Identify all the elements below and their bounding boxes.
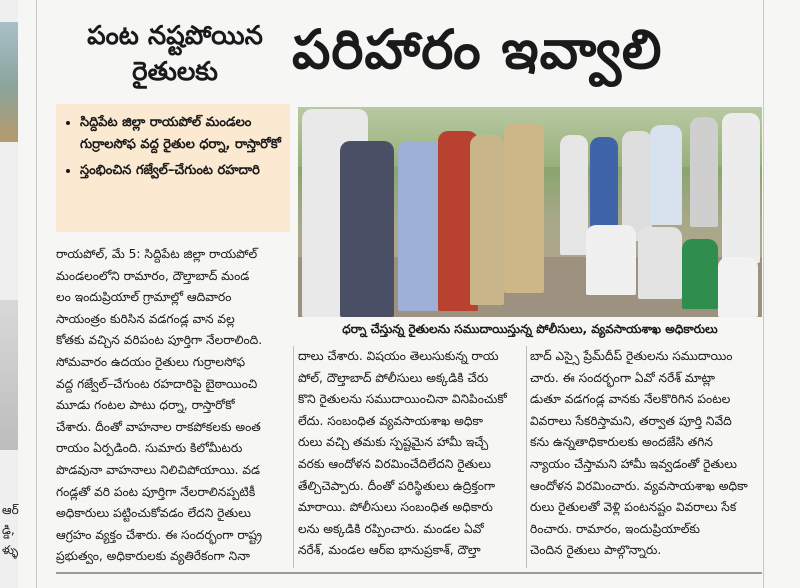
article-column-3 <box>530 346 762 562</box>
body-line: మూడు గంటల పాటు ధర్నా, రాస్తారోకో <box>56 398 235 413</box>
body-line: మండలంలోని రామారం, దౌల్తాబాద్ మండ <box>56 268 250 283</box>
kicker-bullet: • సిద్దిపేట జిల్లా రాయపోల్ మండలం గుర్రాలసోఫ వద్ద రైతుల ధర్నా, రాస్తారోకో <box>80 112 282 156</box>
body-line: గండ్లతో వరి పంట పూర్తిగా నేలరాలినప్పటికీ <box>56 484 256 499</box>
body-line: రులు రైతులతో వెళ్లి పంటనష్టం వివరాలు సేక <box>530 500 737 515</box>
body-line: లం ఇందుప్రియాల్ గ్రామాల్లో ఆదివారం <box>56 290 232 305</box>
body-line: న్యాయం చేస్తామని హామీ ఇవ్వడంతో రైతులు <box>530 456 737 471</box>
photo-person <box>398 141 442 311</box>
adjacent-text-line: డ్డి, <box>2 523 15 537</box>
body-line: చారు. ఈ సందర్భంగా ఏవో నరేశ్ మాట్లా <box>530 370 716 385</box>
headline-small-line2: రైతులకు <box>132 57 218 87</box>
body-line: దాలు చేశారు. విషయం తెలుసుకున్న రాయ <box>298 349 499 363</box>
kicker-bullet: • స్తంభించిన గజ్వేల్–చేగుంట రహదారి <box>80 160 282 182</box>
adjacent-text-line: ఆర్ <box>2 503 19 517</box>
column-separator <box>526 346 527 568</box>
kicker-list <box>64 112 282 182</box>
photo-person <box>638 227 682 299</box>
body-line: వివరాలు సేకరిస్తామని, తర్వాత పూర్తి నివేది <box>530 413 732 428</box>
headline-small-line1: పంట నష్టపోయిన <box>87 21 263 51</box>
article-column-1 <box>56 244 288 568</box>
bottom-rule <box>56 572 762 574</box>
body-line: తేల్చిచెప్పారు. దీంతో పరిస్థితులు ఉద్రిక్తంగా <box>298 478 496 493</box>
photo-caption: ధర్నా చేస్తున్న రైతులను సముదాయిస్తున్న పోలీసులు, వ్యవసాయశాఖ అధికారులు <box>342 322 718 336</box>
photo-person <box>650 125 682 225</box>
body-line: నరేశ్, మండల ఆర్ఐ భానుప్రకాశ్, దౌల్తా <box>298 543 481 558</box>
body-line: లేదు. సంబంధిత వ్యవసాయశాఖ అధికా <box>298 413 483 428</box>
body-line: కను ఉన్నతాధికారులకు అందజేసి తగిన <box>530 435 713 450</box>
body-line: పొడవునా వాహనాలు నిలిచిపోయాయి. వడ <box>56 462 261 477</box>
adjacent-photo <box>0 22 18 142</box>
body-line: రాయపోల్, మే 5: సిద్దిపేట జిల్లా రాయపోల్ <box>56 247 258 261</box>
adjacent-text <box>2 500 19 560</box>
photo-person <box>682 239 718 309</box>
photo-person <box>722 113 760 263</box>
body-line: బాద్ ఎస్సై ప్రేమ్‌దీప్ రైతులను సముదాయిం <box>530 349 733 363</box>
column-separator <box>293 346 294 568</box>
body-line: డుతూ వడగండ్ల వానకు నేలకొరిగిన పంటల <box>530 392 731 407</box>
kicker-box <box>56 104 290 232</box>
article-column-2 <box>298 346 522 562</box>
adjacent-text-line: ళ్ళు <box>2 543 19 557</box>
adjacent-article-strip <box>0 0 18 588</box>
body-line: కోతకు వచ్చిన వరిపంట పూర్తిగా నేలరాలింది. <box>56 333 263 348</box>
photo-person <box>470 135 504 305</box>
body-line: రాయం ఏర్పడింది. సుమారు కిలోమీటరు <box>56 441 243 456</box>
body-line: లను అక్కడికి రప్పించారు. మండల ఏవో <box>298 521 484 536</box>
body-line: రులు వచ్చి తమకు స్పష్టమైన హామీ ఇచ్చే <box>298 435 489 450</box>
photo-person <box>504 123 544 293</box>
column-divider <box>763 0 764 588</box>
photo-person <box>560 135 588 255</box>
news-photo <box>298 107 762 317</box>
body-line: చెందిన రైతులు పాల్గొన్నారు. <box>530 543 662 558</box>
body-line: వరకు ఆందోళన విరమించేదిలేదని రైతులు <box>298 456 491 471</box>
body-line: ప్రభుత్వం, అధికారులకు వ్యతిరేకంగా నినా <box>56 549 250 564</box>
body-line: కొని రైతులను సముదాయించినా వినిపించుకో <box>298 392 507 407</box>
body-line: అధికారులు పట్టించుకోవడం లేదని రైతులు <box>56 506 251 521</box>
body-line: సోమవారం ఉదయం రైతులు గుర్రాలసోఫ <box>56 354 246 369</box>
body-line: ఆందోళన విరమించారు. వ్యవసాయశాఖ అధికా <box>530 478 748 493</box>
headline-main: పరిహారం ఇవ్వాలి <box>292 17 663 81</box>
body-line: మారాయి. పోలీసులు సంబంధిత అధికారు <box>298 500 493 515</box>
column-divider <box>36 0 37 588</box>
body-line: వద్ద గజ్వేల్–చేగుంట రహదారిపై బైఠాయించి <box>56 376 258 391</box>
body-line: పోల్, దౌల్తాబాద్ పోలీసులు అక్కడికి చేరు <box>298 370 489 385</box>
photo-person <box>586 225 636 295</box>
body-line: చేశారు. దీంతో వాహనాల రాకపోకలకు అంత <box>56 419 261 434</box>
body-line: ఆగ్రహం వ్యక్తం చేశారు. ఈ సందర్భంగా రాష్ట్ర <box>56 527 263 542</box>
photo-person <box>718 257 758 317</box>
photo-person <box>340 141 394 317</box>
photo-person <box>690 117 718 227</box>
body-line: సాయంత్రం కురిసిన వడగండ్ల వాన వల్ల <box>56 311 235 326</box>
body-line: రించారు. రామారం, ఇందుప్రియాల్‌కు <box>530 521 700 536</box>
headline-small <box>60 18 290 90</box>
adjacent-photo-2 <box>0 300 18 450</box>
